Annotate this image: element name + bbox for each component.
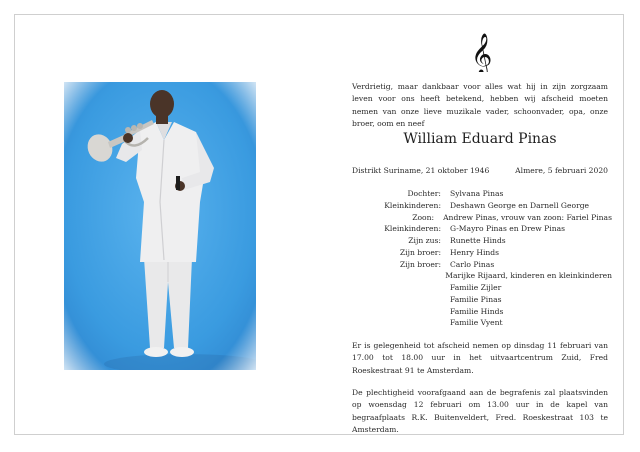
relative-names: Familie Hinds	[450, 306, 504, 316]
relative-names: Familie Pinas	[450, 294, 502, 304]
intro-text: Verdrietig, maar dankbaar voor alles wat hij in zijn zorgzaam leven voor ons heeft betekend, hebben wij afscheid moeten nemen van onze lieve muzikale vader, schoonvader, opa, onze broer, oom en neef	[352, 82, 608, 129]
relative-label: Zijn broer:	[399, 247, 441, 257]
treble-clef-icon	[468, 32, 492, 72]
relative-label: Zijn zus:	[408, 236, 441, 245]
relative-row	[352, 306, 612, 318]
relative-label: Kleinkinderen:	[384, 224, 441, 234]
relative-label: Dochter:	[407, 189, 441, 198]
relative-names: Andrew Pinas, vrouw van zoon: Fariel Pinas	[443, 212, 612, 222]
deceased-name: William Eduard Pinas	[403, 131, 557, 147]
relatives-list	[352, 188, 612, 329]
relative-names: Runette Hinds	[450, 236, 506, 245]
relative-names: Henry Hinds	[450, 247, 500, 257]
relative-names: Carlo Pinas	[450, 259, 495, 269]
relative-row	[352, 270, 612, 282]
relative-row	[352, 188, 612, 200]
relative-label	[352, 282, 450, 294]
relative-names: Familie Vyent	[450, 318, 503, 328]
relative-label: Kleinkinderen:	[384, 200, 441, 210]
relative-row	[352, 235, 612, 247]
relative-names: Marijke Rijaard, kinderen en kleinkinderen	[445, 271, 612, 281]
relative-label	[352, 270, 445, 282]
relative-row	[352, 282, 612, 294]
relative-row	[352, 259, 612, 271]
relative-row	[352, 317, 612, 329]
farewell-paragraph: Er is gelegenheid tot afscheid nemen op dinsdag 11 februari van 17.00 tot 18.00 uur in het uitvaartcentrum Zuid, Fred Roeskestraat 91 te Amsterdam.	[352, 341, 608, 375]
memorial-photo	[64, 82, 256, 370]
relative-row	[352, 247, 612, 259]
relative-names: Deshawn George en Darnell George	[450, 200, 590, 210]
relative-names: G-Mayro Pinas en Drew Pinas	[450, 224, 566, 234]
birth-info: Distrikt Suriname, 21 oktober 1946	[352, 166, 490, 175]
death-info: Almere, 5 februari 2020	[515, 166, 608, 175]
relative-label: Zijn broer:	[399, 259, 441, 269]
svg-text:𝄞: 𝄞	[471, 34, 492, 72]
relative-row	[352, 200, 612, 212]
relative-label: Zoon:	[412, 212, 435, 222]
relative-label	[352, 306, 450, 318]
relative-row	[352, 223, 612, 235]
ceremony-paragraph: De plechtigheid voorafgaand aan de begrafenis zal plaatsvinden op woensdag 12 februari om 13.00 uur in de kapel van begraafplaats R.K. Buitenveldert, Fred. Roeskestraat 103 te Amsterdam.	[352, 388, 608, 435]
relative-label	[352, 294, 450, 306]
relative-names: Sylvana Pinas	[450, 189, 504, 198]
relative-names: Familie Zijler	[450, 283, 502, 292]
relative-row	[352, 294, 612, 306]
relative-label	[352, 317, 450, 329]
relative-row	[352, 212, 612, 224]
